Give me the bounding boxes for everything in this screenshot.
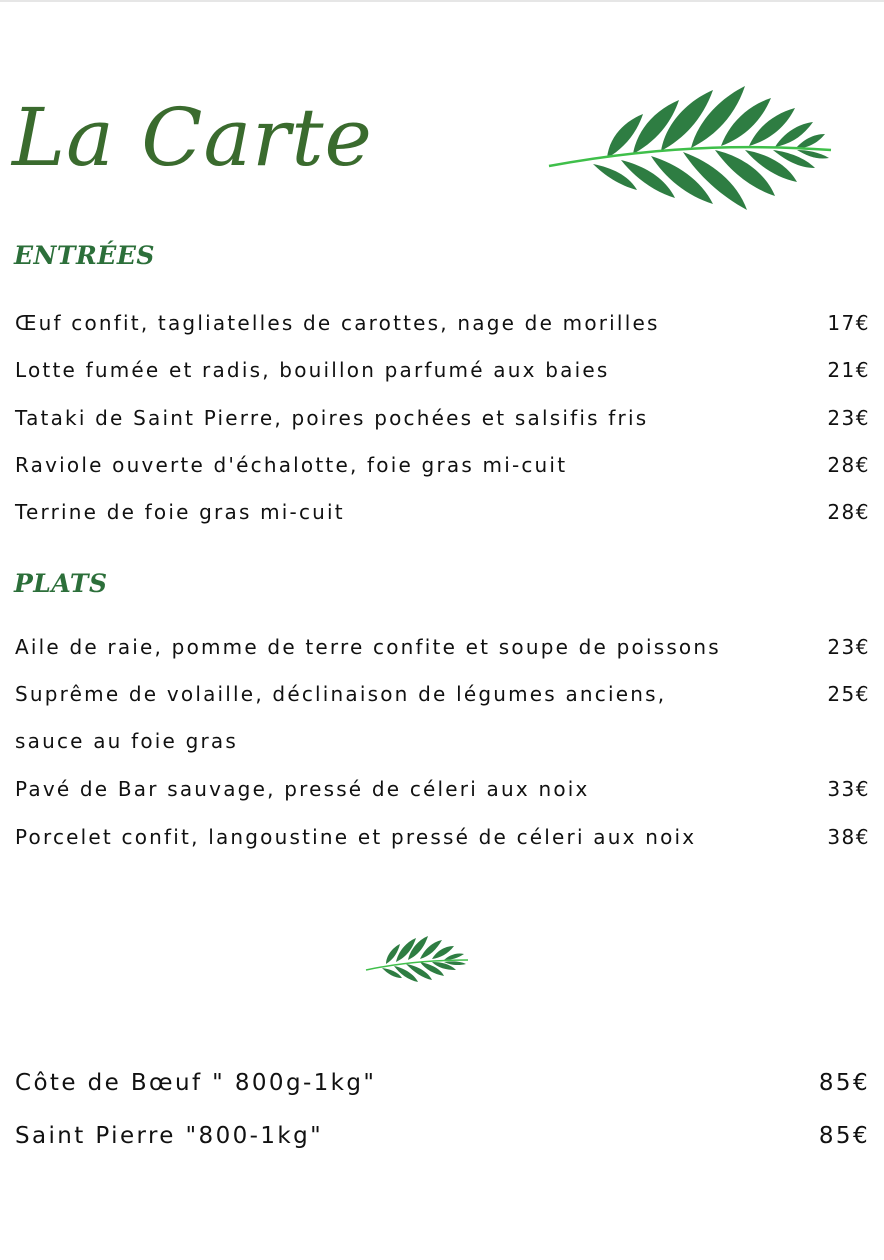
item-name: Tataki de Saint Pierre, poires pochées et salsifis fris [15, 405, 649, 430]
top-divider [0, 0, 884, 2]
item-price: 25€ [827, 682, 870, 707]
page-title: La Carte [12, 91, 373, 184]
item-price: 21€ [827, 358, 870, 383]
menu-item [0, 766, 884, 813]
specials-list [0, 1057, 884, 1163]
item-price: 28€ [827, 500, 870, 525]
menu-item [0, 442, 884, 489]
item-name: Saint Pierre "800-1kg" [15, 1123, 324, 1149]
item-price: 17€ [827, 311, 870, 335]
item-name: Côte de Bœuf " 800g-1kg" [15, 1070, 377, 1096]
item-price: 23€ [827, 635, 870, 659]
menu-item [0, 624, 884, 671]
item-name: Œuf confit, tagliatelles de carottes, nage de morilles [15, 311, 660, 335]
section-heading-entrees: ENTRÉES [14, 241, 155, 270]
item-name: Pavé de Bar sauvage, pressé de céleri aux noix [15, 777, 590, 802]
palm-leaf-icon [545, 80, 835, 215]
menu-item [0, 814, 884, 861]
item-price: 38€ [827, 824, 870, 849]
item-name: Aile de raie, pomme de terre confite et soupe de poissons [15, 635, 721, 659]
menu-item [0, 489, 884, 536]
item-price: 85€ [818, 1123, 870, 1149]
menu-item [0, 300, 884, 347]
menu-item [0, 671, 884, 766]
menu-item [0, 1110, 884, 1163]
plats-list [0, 624, 884, 861]
item-price: 23€ [827, 405, 870, 430]
menu-item [0, 1057, 884, 1110]
entrees-list [0, 300, 884, 536]
item-price: 85€ [818, 1070, 870, 1096]
item-name: Suprême de volaille, déclinaison de légumes anciens, sauce au foie gras [15, 682, 667, 754]
item-price: 33€ [827, 777, 870, 802]
menu-item [0, 347, 884, 394]
item-name: Terrine de foie gras mi-cuit [15, 500, 345, 525]
section-heading-plats: PLATS [14, 569, 108, 598]
item-name: Raviole ouverte d'échalotte, foie gras mi-cuit [15, 452, 568, 477]
menu-item [0, 395, 884, 442]
item-name: Lotte fumée et radis, bouillon parfumé aux baies [15, 358, 610, 383]
item-price: 28€ [827, 452, 870, 477]
palm-leaf-icon [364, 932, 470, 984]
item-name: Porcelet confit, langoustine et pressé de céleri aux noix [15, 824, 697, 849]
